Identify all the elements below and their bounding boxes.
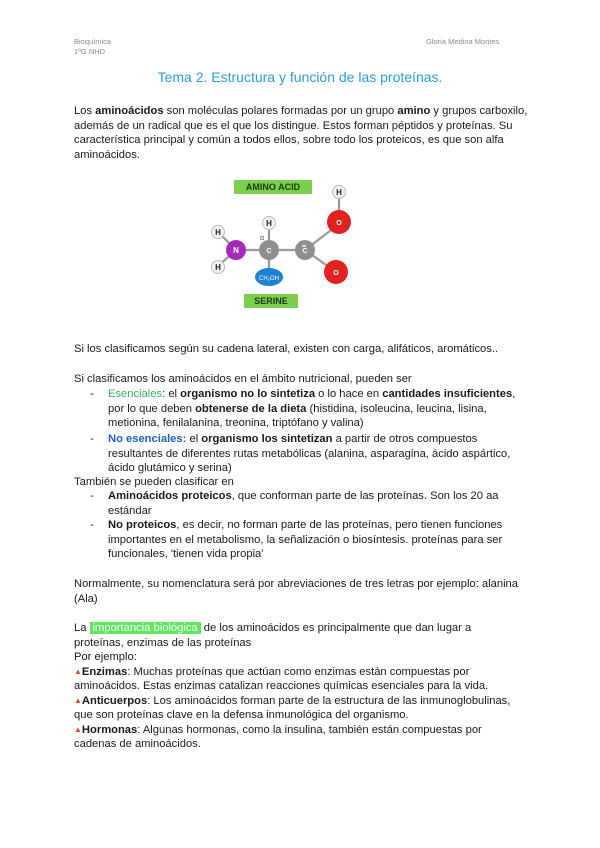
- text: (histidina, isoleucina, leucina, lisina,: [306, 402, 487, 415]
- essential-line-1: [108, 387, 527, 402]
- triangle-icon: ▲: [74, 724, 82, 734]
- triangle-icon: ▲: [74, 666, 82, 676]
- non-proteic-line-1: [108, 518, 527, 533]
- intro-paragraph: [74, 104, 527, 162]
- atom-label: C: [266, 248, 272, 255]
- hormones-line-1: [74, 723, 527, 738]
- importance-paragraph: [74, 621, 527, 752]
- atom-label: N: [233, 246, 239, 255]
- term-proteicos: Aminoácidos proteicos: [108, 490, 232, 502]
- intro-line-2: además de un radical que es el que los distingue. Estos forman péptidos y proteínas. Su: [74, 119, 513, 132]
- alpha-label: α: [259, 235, 265, 242]
- text: , es decir, no forman parte de las proteínas, pero tienen funciones: [176, 519, 503, 531]
- intro-line-4: aminoácidos.: [74, 148, 140, 161]
- term-no-proteicos: No proteicos: [108, 519, 177, 531]
- proteic-line-1: [108, 489, 527, 504]
- text-bold: obtenerse de la dieta: [195, 402, 307, 415]
- bullet-dash: -: [90, 388, 94, 400]
- text: de los aminoácidos es principalmente que dan lugar a: [200, 622, 472, 634]
- header-subject: Bioquímica: [74, 37, 112, 46]
- term-aminoacidos: aminoácidos: [95, 105, 164, 117]
- non-proteic-item: [108, 518, 527, 562]
- text: : Los aminoácidos forman parte de la estructura de las inmunoglobulinas,: [147, 694, 511, 707]
- side-chain-label: CH₂OH: [259, 276, 279, 282]
- highlight-importancia: importancia biológica: [90, 622, 201, 634]
- intro-line-3: característica principal y común a todos ellos, sobre todo los proteicos, es que son alfa: [74, 134, 504, 146]
- atom-label: O: [333, 270, 339, 277]
- non-essential-line-1: [108, 432, 527, 447]
- non-essential-line-2: resultantes de diferentes rutas metabólicas (alanina, asparagina, ácido aspártico,: [108, 447, 511, 460]
- nomenclature-line-1: Normalmente, su nomenclatura será por abreviaciones de tres letras por ejemplo: alanina: [74, 578, 518, 590]
- bullet-dash: -: [90, 519, 94, 531]
- term-amino: amino: [397, 105, 431, 117]
- nomenclature-line-2: (Ala): [74, 592, 98, 605]
- text-bold: organismo los sintetizan: [201, 433, 333, 445]
- atom-label: H: [215, 263, 221, 272]
- text: : el: [162, 388, 181, 400]
- amino-acid-figure: [206, 176, 356, 316]
- term-anticuerpos: Anticuerpos: [81, 694, 148, 707]
- non-proteic-line-2: importantes en el metabolismo, la señalización o biosíntesis. proteínas para ser: [108, 533, 503, 546]
- essential-line-2: [108, 402, 527, 417]
- example-label: Por ejemplo:: [74, 651, 137, 663]
- non-essential-item: [108, 432, 527, 476]
- text: o lo hace en: [315, 388, 383, 400]
- text: por lo que deben: [108, 402, 196, 415]
- atom-label: H: [336, 188, 342, 197]
- text: La: [74, 622, 90, 634]
- figure-top-label: AMINO ACID: [234, 180, 312, 194]
- text: Los: [74, 105, 96, 117]
- text: : Muchas proteínas que actúan como enzimas están compuestas por: [127, 665, 470, 678]
- intro-line-1: [74, 104, 527, 119]
- term-no-esenciales: No esenciales:: [108, 433, 187, 445]
- nomenclature-paragraph: [74, 577, 527, 606]
- page-title: Tema 2. Estructura y función de las proteínas.: [157, 69, 443, 85]
- proteic-line-2: estándar: [108, 504, 152, 517]
- text: , que conforman parte de las proteínas. Son los 20 aa: [231, 490, 499, 502]
- text: ,: [512, 388, 516, 400]
- enzymes-line-1: [74, 665, 527, 680]
- nutritional-intro: [74, 372, 527, 387]
- nutritional-intro-line: Si clasificamos los aminoácidos en el ámbito nutricional, pueden ser: [74, 373, 412, 385]
- figure-bottom-label: SERINE: [244, 294, 298, 308]
- header-author: Gloria Medina Montes: [426, 37, 500, 46]
- term-enzimas: Enzimas: [81, 665, 128, 678]
- text: son moléculas polares formadas por un grupo: [163, 105, 398, 117]
- non-proteic-line-3: funcionales, 'tienen vida propia': [108, 548, 264, 560]
- header-course: 1ºG NHD: [74, 47, 106, 56]
- atom-label: H: [215, 228, 221, 237]
- non-essential-line-3: ácido glutámico y serina): [108, 462, 232, 474]
- lateral-chain-paragraph: [74, 342, 527, 357]
- enzymes-line-2: aminoácidos. Estas enzimas catalizan reacciones químicas esenciales para la vida.: [74, 680, 489, 692]
- atom-label: H: [266, 219, 272, 228]
- essential-line-3: metionina, fenilalanina, treonina, triptófano y valina): [108, 417, 364, 429]
- text-bold: cantidades insuficientes: [382, 388, 513, 400]
- term-hormonas: Hormonas: [81, 723, 138, 736]
- text: : Algunas hormonas, como la insulina, también están compuestas por: [137, 723, 482, 736]
- other-intro: [74, 475, 527, 490]
- atom-label: C: [302, 248, 308, 255]
- importance-line-2: proteínas, enzimas de las proteínas: [74, 636, 252, 649]
- hormones-line-2: cadenas de aminoácidos.: [74, 738, 201, 750]
- other-intro-line: También se pueden clasificar en: [74, 476, 234, 488]
- essential-item: [108, 387, 527, 431]
- text: a partir de otros compuestos: [332, 433, 478, 445]
- text: el: [186, 433, 202, 445]
- text-bold: organismo no lo sintetiza: [180, 388, 316, 400]
- lateral-line: Si los clasificamos según su cadena lateral, existen con carga, alifáticos, aromáticos..: [74, 343, 499, 355]
- text: y grupos carboxilo,: [430, 105, 528, 117]
- triangle-icon: ▲: [74, 695, 82, 705]
- bullet-dash: -: [90, 433, 94, 445]
- antibodies-line-1: [74, 694, 527, 709]
- header-left: [74, 37, 111, 57]
- term-esenciales: Esenciales: [108, 388, 163, 400]
- atom-label: O: [336, 220, 342, 227]
- proteic-item: [108, 489, 527, 518]
- importance-line-1: [74, 621, 527, 636]
- bullet-dash: -: [90, 490, 94, 502]
- antibodies-line-2: que son proteínas clave en la defensa inmunológica del organismo.: [74, 709, 409, 721]
